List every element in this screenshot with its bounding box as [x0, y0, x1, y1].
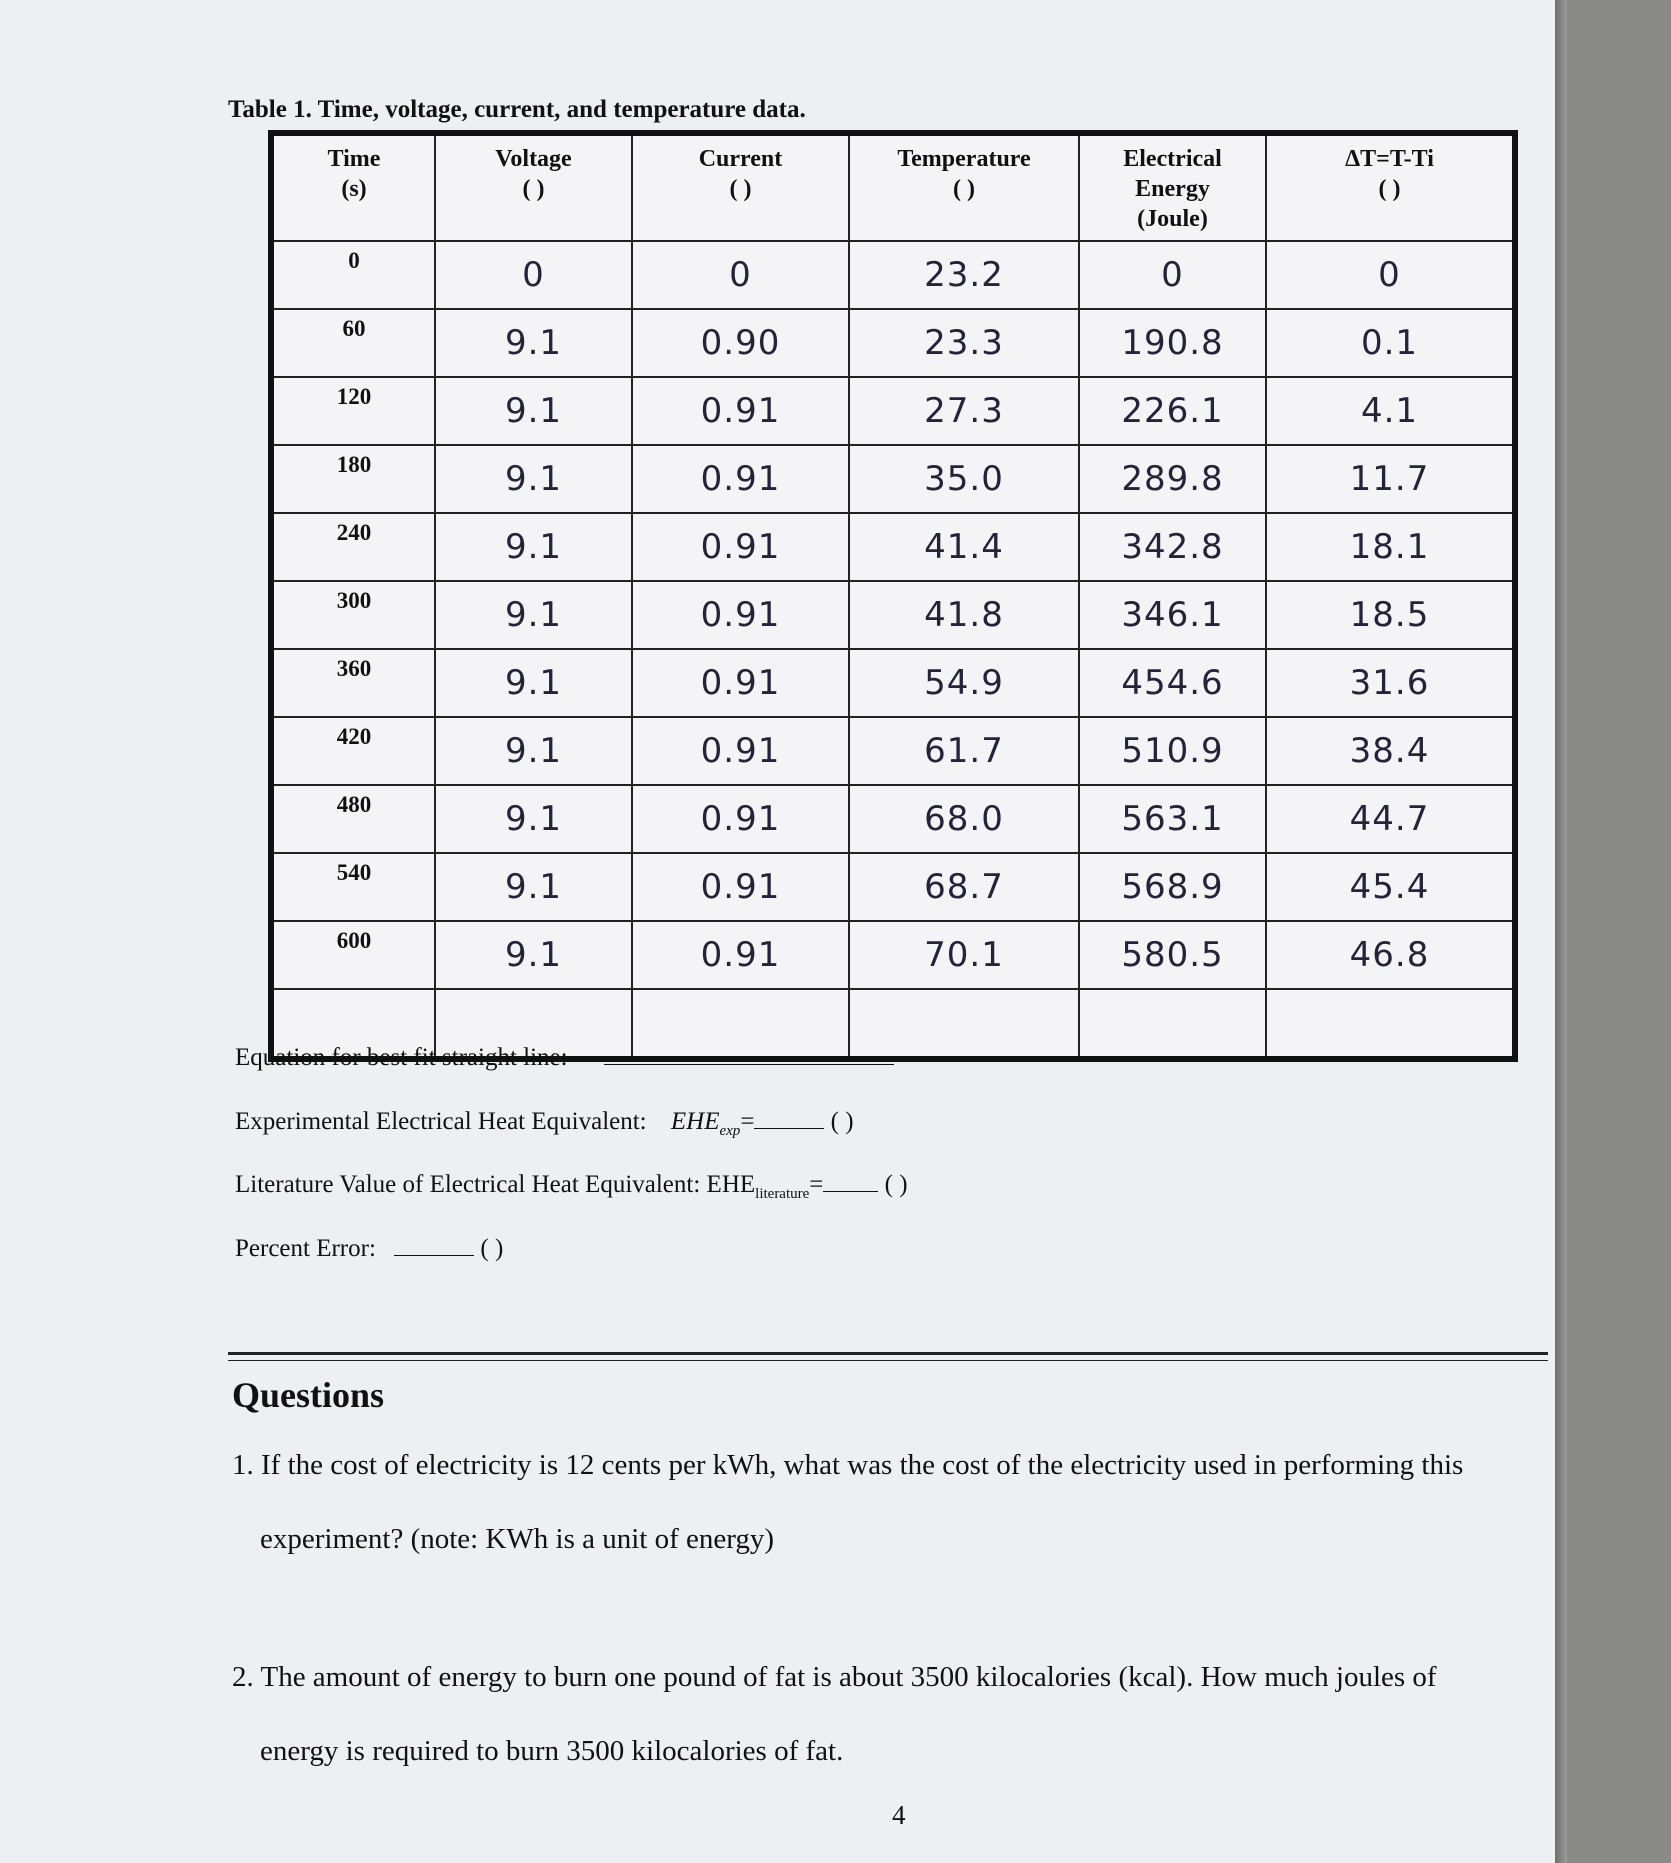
cell-temperature[interactable]: 27.3 [849, 377, 1079, 445]
cell-dt[interactable]: 38.4 [1266, 717, 1515, 785]
cell-time: 300 [271, 581, 435, 649]
cell-dt[interactable]: 45.4 [1266, 853, 1515, 921]
percent-error-blank[interactable] [394, 1255, 474, 1256]
cell-voltage[interactable]: 9.1 [435, 785, 632, 853]
ehe-lit-label: Literature Value of Electrical Heat Equivalent: EHE [235, 1171, 756, 1198]
cell-time: 240 [271, 513, 435, 581]
header-delta-t: ΔT=T-Ti ( ) [1266, 133, 1515, 241]
cell-current[interactable]: 0.91 [632, 853, 849, 921]
cell-energy[interactable]: 289.8 [1079, 445, 1266, 513]
cell-dt[interactable]: 0 [1266, 241, 1515, 309]
table-caption: Table 1. Time, voltage, current, and temperature data. [228, 96, 806, 123]
cell-dt[interactable]: 18.1 [1266, 513, 1515, 581]
cell-voltage[interactable]: 9.1 [435, 377, 632, 445]
cell-dt[interactable] [1266, 989, 1515, 1059]
header-current: Current ( ) [632, 133, 849, 241]
cell-time: 180 [271, 445, 435, 513]
cell-dt[interactable]: 4.1 [1266, 377, 1515, 445]
cell-time: 360 [271, 649, 435, 717]
table-row [271, 377, 1515, 445]
cell-voltage[interactable]: 9.1 [435, 309, 632, 377]
cell-energy[interactable]: 342.8 [1079, 513, 1266, 581]
cell-energy[interactable]: 0 [1079, 241, 1266, 309]
cell-voltage[interactable]: 9.1 [435, 853, 632, 921]
best-fit-line [235, 1044, 894, 1072]
question-2: 2. The amount of energy to burn one pound of fat is about 3500 kilocalories (kcal). How much joules of energy is required to burn 3500 kilocalories of fat. [232, 1661, 1437, 1767]
paper-shadow-edge [1555, 0, 1567, 1863]
cell-energy[interactable]: 563.1 [1079, 785, 1266, 853]
ehe-exp-blank[interactable] [754, 1128, 824, 1129]
cell-temperature[interactable]: 68.0 [849, 785, 1079, 853]
cell-temperature[interactable]: 70.1 [849, 921, 1079, 989]
header-voltage: Voltage ( ) [435, 133, 632, 241]
cell-voltage[interactable]: 9.1 [435, 445, 632, 513]
table-row [271, 309, 1515, 377]
cell-energy[interactable]: 454.6 [1079, 649, 1266, 717]
header-time: Time (s) [271, 133, 435, 241]
cell-energy[interactable]: 510.9 [1079, 717, 1266, 785]
cell-voltage[interactable]: 9.1 [435, 513, 632, 581]
table-row [271, 649, 1515, 717]
table-row [271, 717, 1515, 785]
data-table [268, 130, 1518, 1062]
ehe-lit-line: Literature Value of Electrical Heat Equivalent: $EHE_{literature}=$ ( ) [235, 1171, 908, 1202]
cell-time: 600 [271, 921, 435, 989]
table-row [271, 445, 1515, 513]
cell-time: 420 [271, 717, 435, 785]
table-row [271, 921, 1515, 989]
ehe-exp-line: Experimental Electrical Heat Equivalent: $EHE_{exp}=$ ( ) [235, 1108, 854, 1139]
cell-current[interactable]: 0.91 [632, 445, 849, 513]
page-number: 4 [892, 1800, 906, 1830]
cell-voltage[interactable]: 9.1 [435, 921, 632, 989]
cell-temperature[interactable]: 41.8 [849, 581, 1079, 649]
table-header-row [271, 133, 1515, 241]
cell-time: 120 [271, 377, 435, 445]
percent-error-line [235, 1235, 503, 1263]
header-temperature: Temperature ( ) [849, 133, 1079, 241]
cell-dt[interactable]: 11.7 [1266, 445, 1515, 513]
section-divider [228, 1352, 1548, 1355]
cell-voltage[interactable]: 9.1 [435, 717, 632, 785]
cell-energy[interactable] [1079, 989, 1266, 1059]
table-row [271, 785, 1515, 853]
cell-voltage[interactable]: 9.1 [435, 581, 632, 649]
cell-current[interactable]: 0 [632, 241, 849, 309]
table-row [271, 513, 1515, 581]
cell-time: 540 [271, 853, 435, 921]
best-fit-label: Equation for best fit straight line: [235, 1044, 568, 1071]
table-row [271, 853, 1515, 921]
percent-error-label: Percent Error: [235, 1235, 376, 1262]
cell-dt[interactable]: 44.7 [1266, 785, 1515, 853]
cell-current[interactable]: 0.91 [632, 513, 849, 581]
header-electrical-energy: Electrical Energy (Joule) [1079, 133, 1266, 241]
ehe-exp-unit: ( ) [830, 1108, 854, 1135]
cell-energy[interactable]: 568.9 [1079, 853, 1266, 921]
cell-voltage[interactable]: 9.1 [435, 649, 632, 717]
cell-energy[interactable]: 580.5 [1079, 921, 1266, 989]
ehe-exp-symbol: $EHE_{exp}$ [670, 1108, 741, 1139]
cell-dt[interactable]: 46.8 [1266, 921, 1515, 989]
cell-temperature[interactable]: 54.9 [849, 649, 1079, 717]
questions-heading: Questions [232, 1375, 385, 1415]
section-divider-thin [228, 1360, 1548, 1361]
ehe-lit-blank[interactable] [823, 1191, 878, 1192]
cell-current[interactable]: 0.90 [632, 309, 849, 377]
cell-current[interactable]: 0.91 [632, 377, 849, 445]
cell-voltage[interactable]: 0 [435, 241, 632, 309]
table-row [271, 581, 1515, 649]
percent-error-unit: ( ) [480, 1235, 504, 1262]
cell-dt[interactable]: 31.6 [1266, 649, 1515, 717]
cell-current[interactable]: 0.91 [632, 785, 849, 853]
cell-dt[interactable]: 0.1 [1266, 309, 1515, 377]
cell-energy[interactable]: 226.1 [1079, 377, 1266, 445]
cell-dt[interactable]: 18.5 [1266, 581, 1515, 649]
cell-energy[interactable]: 190.8 [1079, 309, 1266, 377]
cell-current[interactable]: 0.91 [632, 921, 849, 989]
cell-time: 0 [271, 241, 435, 309]
ehe-exp-label: Experimental Electrical Heat Equivalent: [235, 1108, 647, 1135]
cell-current[interactable]: 0.91 [632, 717, 849, 785]
cell-temperature[interactable]: 61.7 [849, 717, 1079, 785]
question-1: 1. If the cost of electricity is 12 cents per kWh, what was the cost of the electricity used in performing this experiment? (note: KWh is a unit of energy) [232, 1449, 1464, 1555]
best-fit-blank[interactable] [604, 1064, 894, 1065]
cell-energy[interactable]: 346.1 [1079, 581, 1266, 649]
cell-temperature[interactable]: 23.2 [849, 241, 1079, 309]
ehe-lit-unit: ( ) [884, 1171, 908, 1198]
cell-temperature[interactable]: 35.0 [849, 445, 1079, 513]
cell-current[interactable]: 0.91 [632, 649, 849, 717]
cell-current[interactable]: 0.91 [632, 581, 849, 649]
cell-time: 480 [271, 785, 435, 853]
cell-temperature[interactable]: 23.3 [849, 309, 1079, 377]
table-row [271, 241, 1515, 309]
cell-temperature[interactable]: 41.4 [849, 513, 1079, 581]
cell-time: 60 [271, 309, 435, 377]
cell-temperature[interactable]: 68.7 [849, 853, 1079, 921]
